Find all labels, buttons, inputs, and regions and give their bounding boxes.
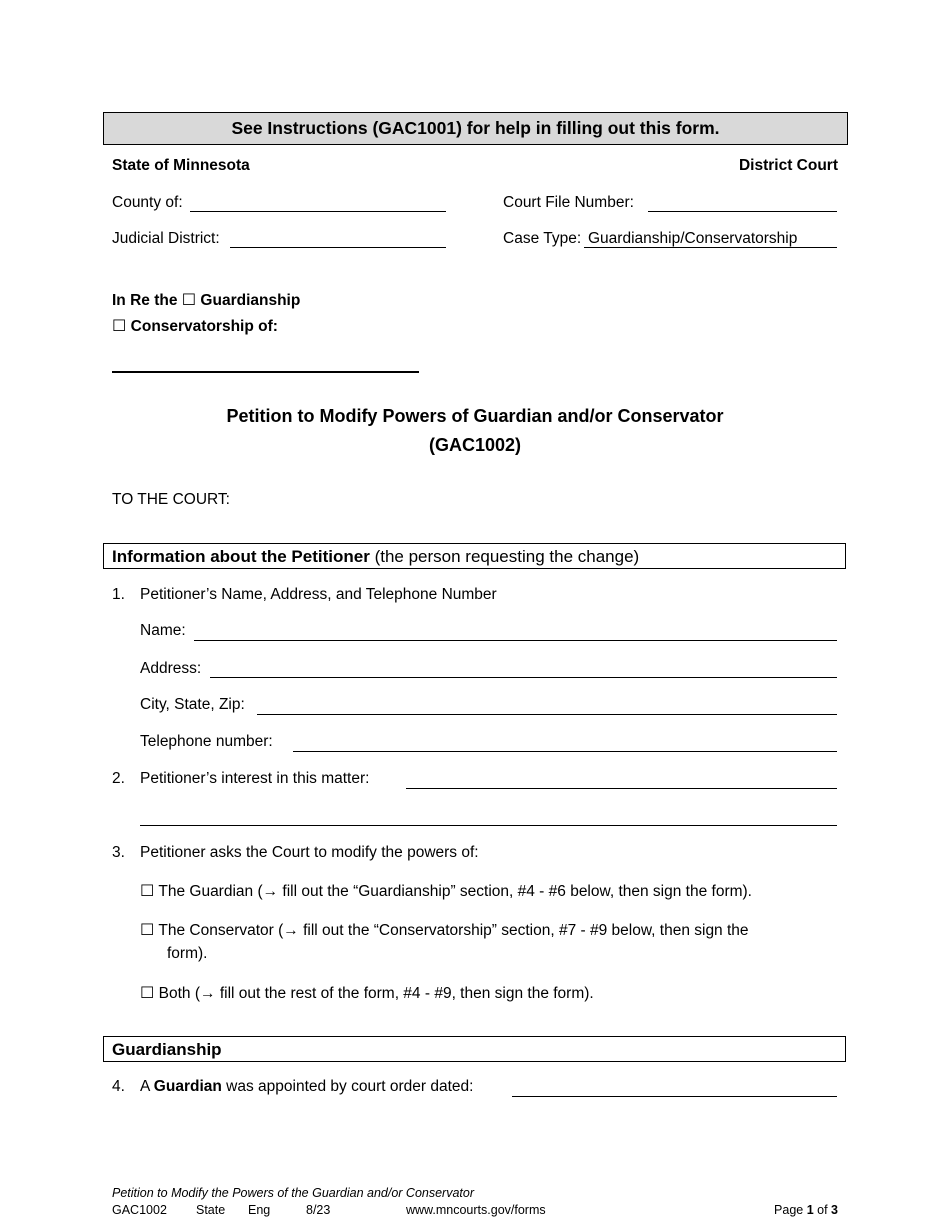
footer-language: Eng <box>248 1203 271 1217</box>
item4-post: was appointed by court order dated: <box>221 1078 474 1095</box>
item4-number: 4. <box>112 1078 125 1095</box>
court-label: District Court <box>738 157 838 174</box>
interest-field-continued[interactable] <box>140 807 837 826</box>
in-re-prefix: In Re the <box>112 292 178 309</box>
option-guardian <box>140 881 752 901</box>
option-both-label: Both (→ fill out the rest of the form, #4 - #9, then sign the form). <box>158 985 594 1002</box>
footer-code: GAC1002 <box>112 1203 167 1217</box>
option-conservator-continued: form). <box>167 945 208 962</box>
option-both <box>140 983 594 1003</box>
interest-field[interactable] <box>406 770 837 789</box>
option-guardian-label: The Guardian (→ fill out the “Guardianship” section, #4 - #6 below, then sign the form). <box>158 883 752 900</box>
footer-date: 8/23 <box>306 1203 331 1217</box>
footer-scope: State <box>196 1203 226 1217</box>
city-state-zip-field[interactable] <box>257 696 837 715</box>
respondent-name-field[interactable] <box>112 371 419 373</box>
court-file-number-label: Court File Number: <box>503 194 634 211</box>
form-code-title: (GAC1002) <box>428 435 522 455</box>
both-checkbox[interactable]: ☐ <box>140 985 155 1002</box>
address-field[interactable] <box>210 660 837 678</box>
page-total: 3 <box>831 1203 838 1217</box>
page-prefix: Page <box>774 1203 807 1217</box>
item1-number: 1. <box>112 586 125 603</box>
item2-text: Petitioner’s interest in this matter: <box>140 770 370 787</box>
conservator-checkbox[interactable]: ☐ <box>140 922 155 939</box>
footer-title: Petition to Modify the Powers of the Guardian and/or Conservator <box>112 1186 474 1200</box>
in-re-line-2 <box>112 316 278 336</box>
in-re-line <box>112 290 300 310</box>
to-the-court: TO THE COURT: <box>112 491 230 508</box>
footer-url[interactable]: www.mncourts.gov/forms <box>406 1203 546 1217</box>
instructions-banner: See Instructions (GAC1001) for help in filling out this form. <box>103 112 848 145</box>
guardianship-checkbox[interactable]: ☐ <box>181 292 197 309</box>
appointment-date-field[interactable] <box>512 1078 837 1097</box>
section-petitioner-header <box>103 543 846 569</box>
court-file-number-field[interactable] <box>648 194 837 212</box>
conservatorship-checkbox[interactable]: ☐ <box>112 318 127 335</box>
page-of: of <box>813 1203 832 1217</box>
judicial-district-label: Judicial District: <box>112 230 220 247</box>
name-field[interactable] <box>194 622 837 641</box>
name-label: Name: <box>140 622 186 639</box>
telephone-label: Telephone number: <box>140 733 273 750</box>
item4-guardian: Guardian <box>153 1078 222 1095</box>
state-label: State of Minnesota <box>112 157 250 174</box>
city-state-zip-label: City, State, Zip: <box>140 696 245 713</box>
item3-text: Petitioner asks the Court to modify the powers of: <box>140 844 479 861</box>
judicial-district-field[interactable] <box>230 230 446 248</box>
footer-page-number <box>774 1203 838 1217</box>
case-type-label: Case Type: <box>503 230 582 247</box>
section-guardianship-header: Guardianship <box>103 1036 846 1062</box>
item4-pre: A <box>140 1078 154 1095</box>
county-field[interactable] <box>190 194 446 212</box>
option-conservator-label: The Conservator (→ fill out the “Conservatorship” section, #7 - #9 below, then sign the <box>158 922 749 939</box>
item3-number: 3. <box>112 844 125 861</box>
county-label: County of: <box>112 194 183 211</box>
option-conservator <box>140 920 749 940</box>
item2-number: 2. <box>112 770 125 787</box>
item1-text: Petitioner’s Name, Address, and Telephone Number <box>140 586 497 603</box>
case-type-field[interactable] <box>584 230 837 248</box>
address-label: Address: <box>140 660 202 677</box>
item4-text <box>140 1078 473 1096</box>
conservatorship-option-label: Conservatorship of: <box>130 318 278 335</box>
guardian-checkbox[interactable]: ☐ <box>140 883 155 900</box>
guardianship-option-label: Guardianship <box>200 292 301 309</box>
form-title: Petition to Modify Powers of Guardian and/or Conservator <box>226 406 724 426</box>
section-petitioner-title: Information about the Petitioner <box>112 547 370 566</box>
section-petitioner-subtitle: (the person requesting the change) <box>369 547 640 566</box>
page-current: 1 <box>806 1203 814 1217</box>
telephone-field[interactable] <box>293 733 837 752</box>
case-type-value: Guardianship/Conservatorship <box>588 230 798 247</box>
